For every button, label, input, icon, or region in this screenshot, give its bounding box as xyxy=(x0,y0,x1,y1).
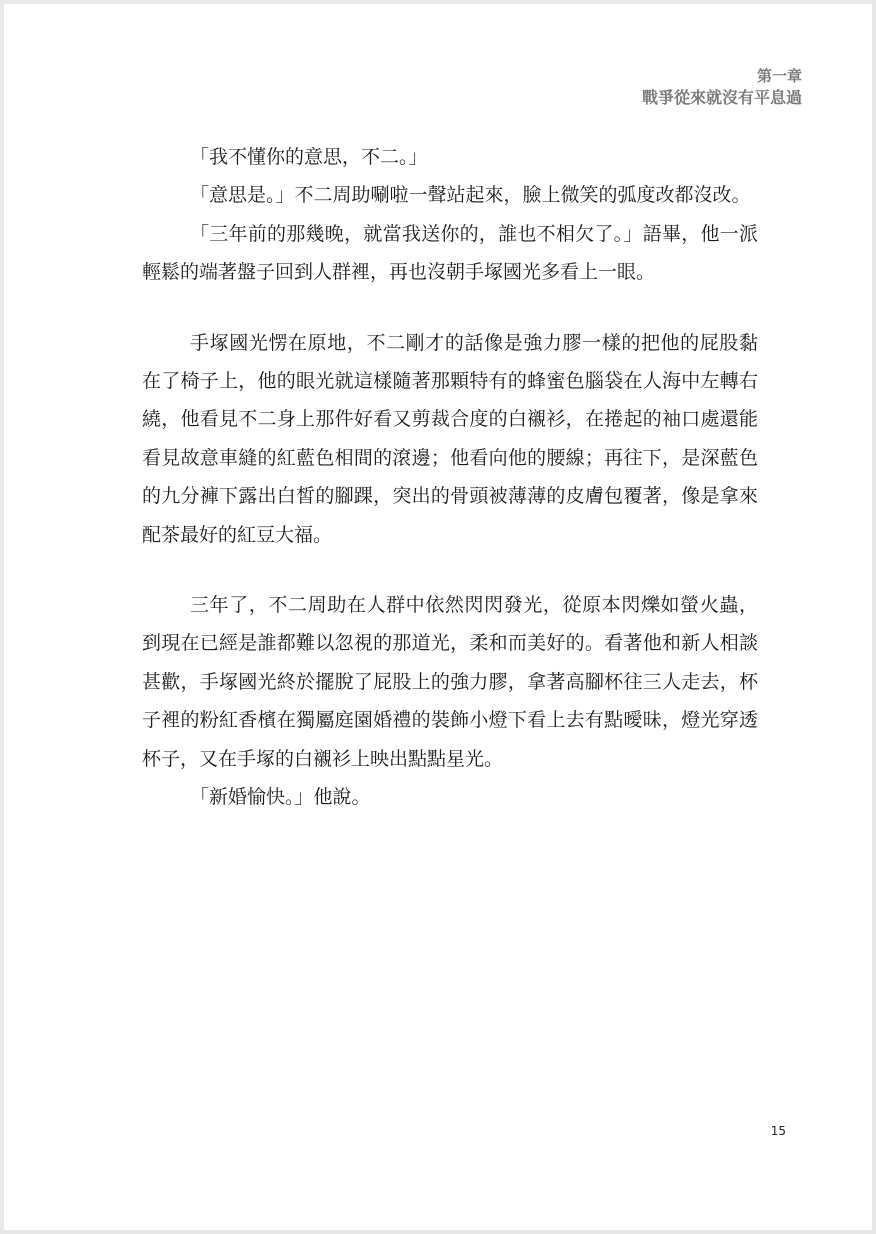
paragraph: 「意思是。」不二周助唰啦一聲站起來，臉上微笑的弧度改都沒改。 xyxy=(190,184,751,207)
body-text xyxy=(142,138,758,817)
book-page xyxy=(4,4,872,1230)
chapter-title: 戰爭從來就沒有平息過 xyxy=(641,88,802,107)
running-header xyxy=(642,66,802,110)
page-number: 15 xyxy=(770,1124,786,1138)
paragraph: 「新婚愉快。」他說。 xyxy=(190,786,371,809)
paragraph: 三年了，不二周助在人群中依然閃閃發光，從原本閃爍如螢火蟲，到現在已經是誰都難以忽視的那道光，柔和而美好的。看著他和新人相談甚歡，手塚國光終於擺脫了屁股上的強力膠，拿著高腳杯往三人走去，杯子裡的粉紅香檳在獨屬庭園婚禮的裝飾小燈下看上去有點曖昧，燈光穿透杯子，又在手塚的白襯衫上映出點點星光。 xyxy=(142,594,758,770)
paragraph: 手塚國光愣在原地，不二剛才的話像是強力膠一樣的把他的屁股黏在了椅子上，他的眼光就這樣隨著那顆特有的蜂蜜色腦袋在人海中左轉右繞，他看見不二身上那件好看又剪裁合度的白襯衫，在捲起的袖口處還能看見故意車縫的紅藍色相間的滾邊；他看向他的腰線；再往下，是深藍色的九分褲下露出白皙的腳踝，突出的骨頭被薄薄的皮膚包覆著，像是拿來配茶最好的紅豆大福。 xyxy=(142,331,758,546)
chapter-number: 第一章 xyxy=(756,67,802,85)
paragraph: 「三年前的那幾晚，就當我送你的，誰也不相欠了。」語畢，他一派輕鬆的端著盤子回到人群裡，再也沒朝手塚國光多看上一眼。 xyxy=(142,222,758,284)
paragraph: 「我不懂你的意思，不二。」 xyxy=(190,146,428,168)
